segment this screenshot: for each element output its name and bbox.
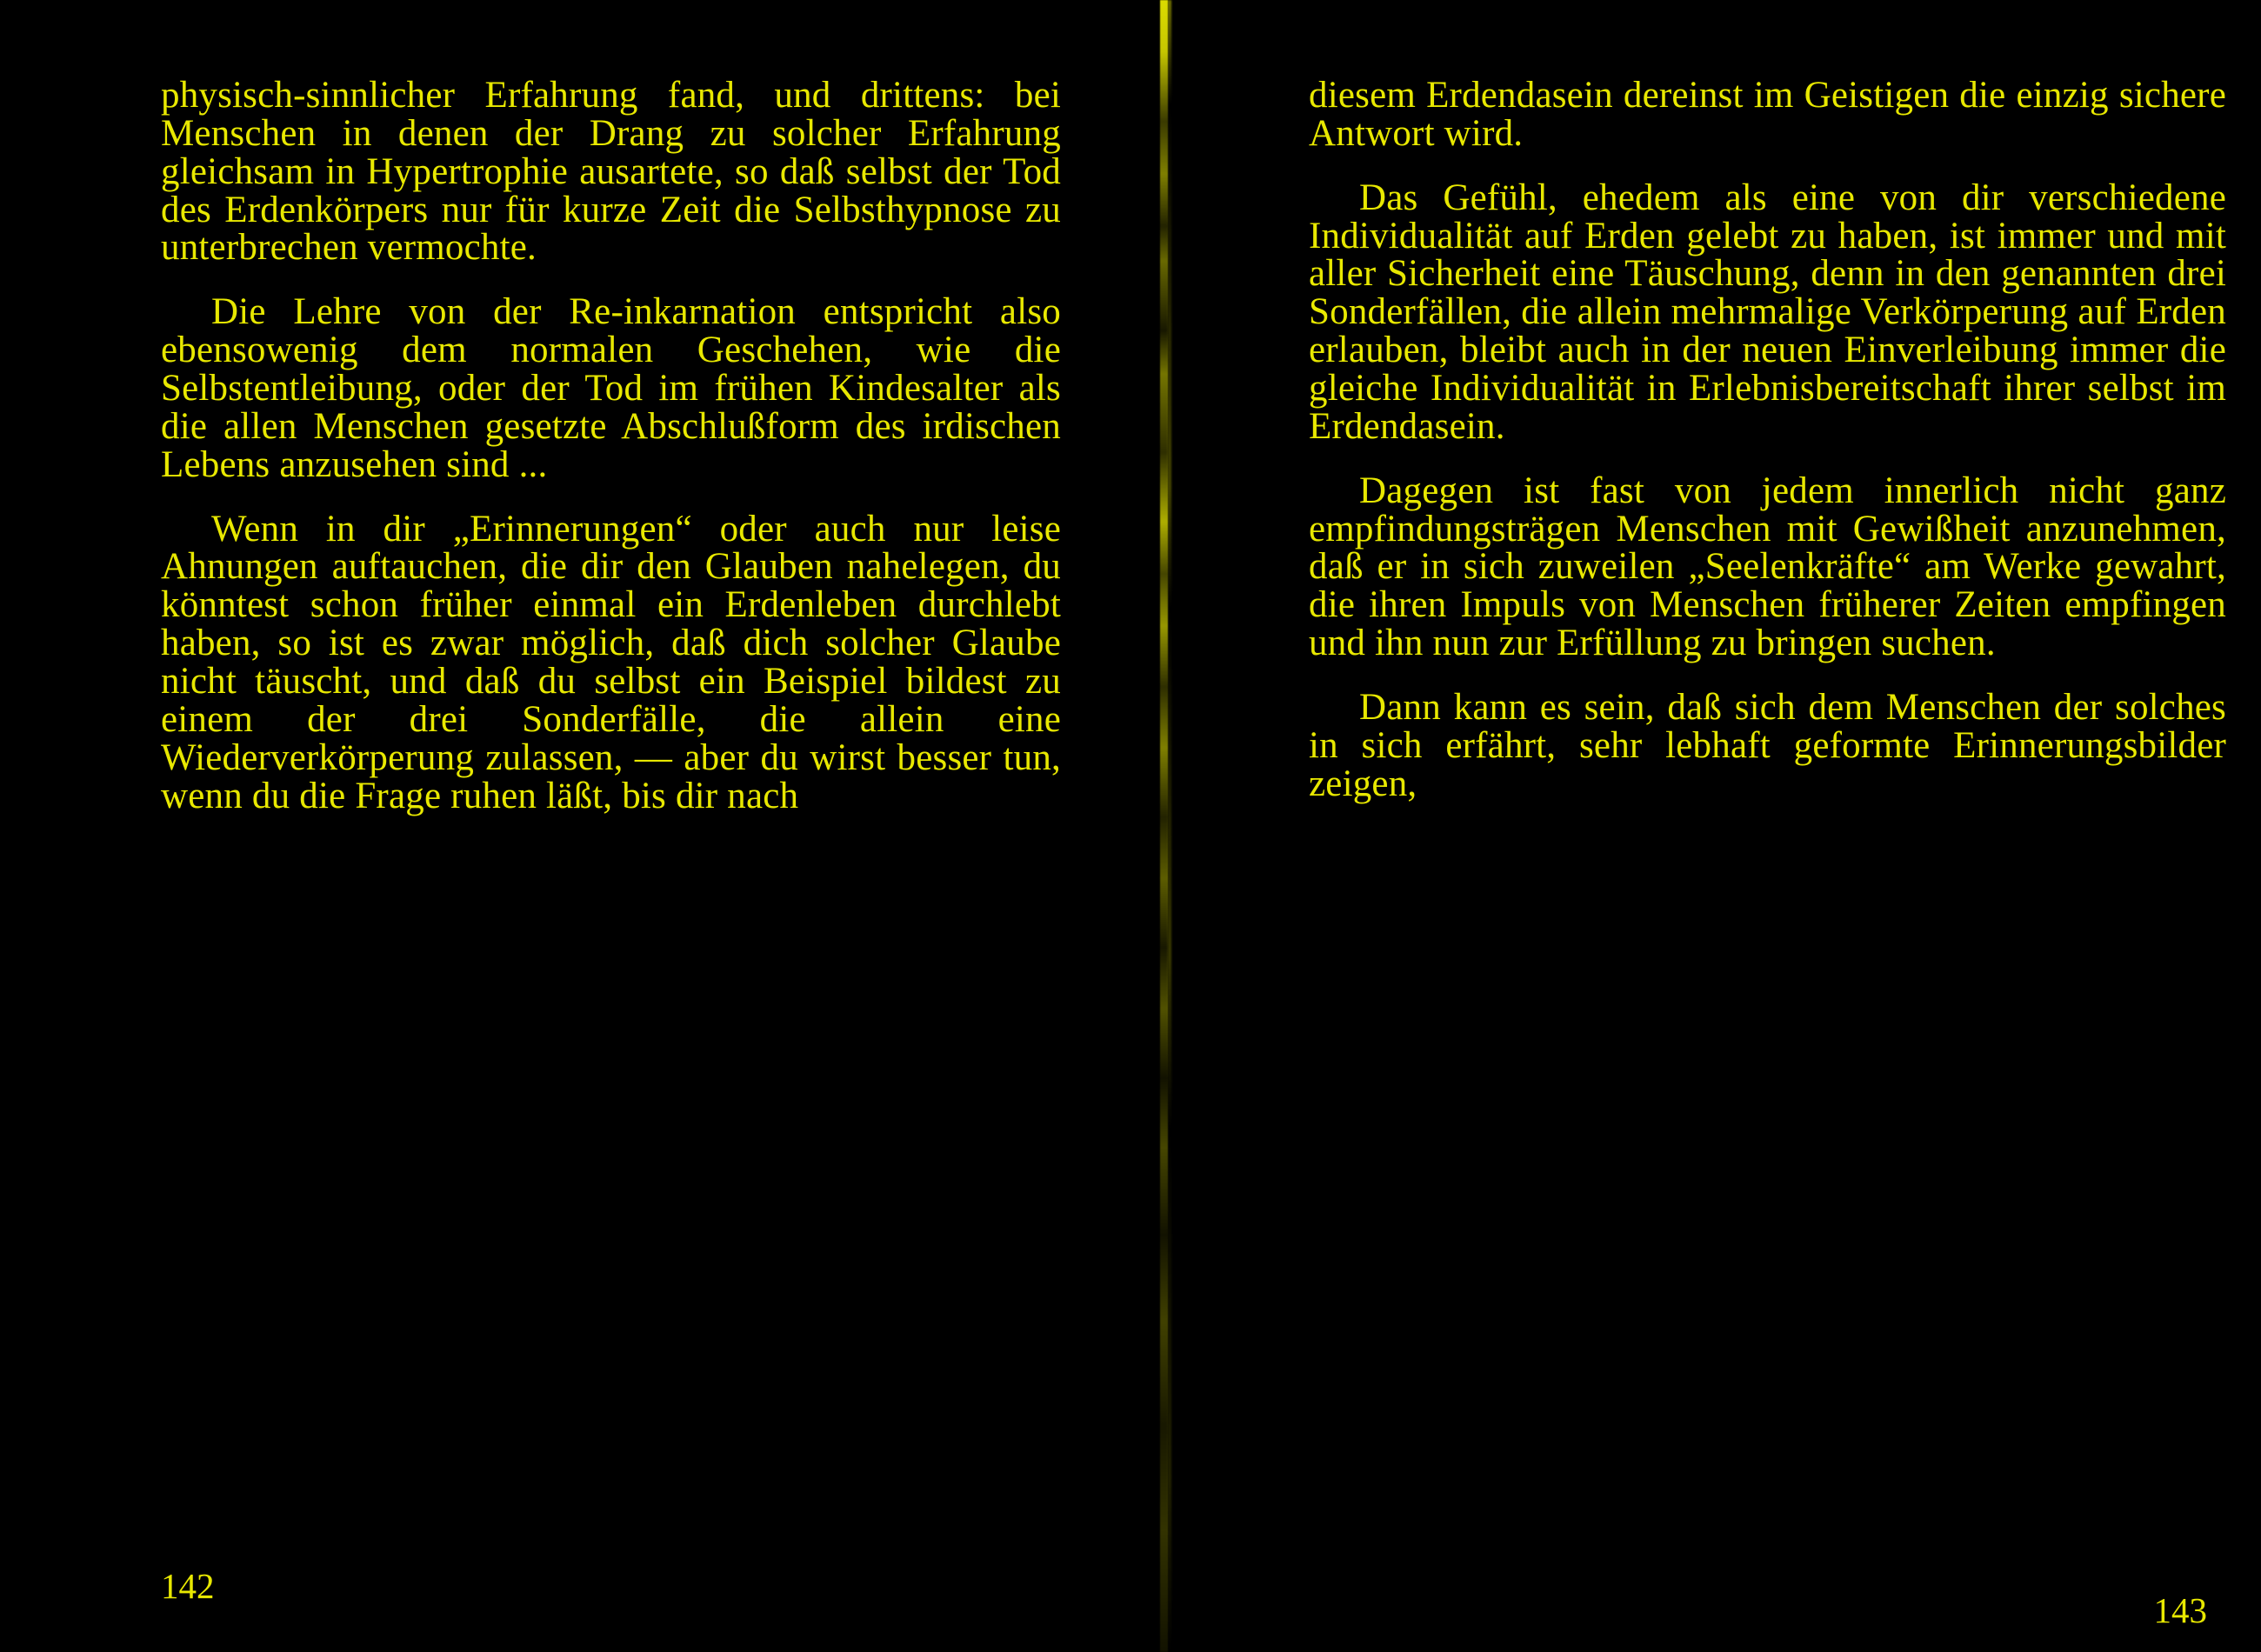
paragraph: Dagegen ist fast von jedem innerlich nicht ganz empfindungsträgen Menschen mit Gewißheit anzunehmen, daß er in sich zuweilen „Seelenkräfte“ am Werke gewahrt, die ihren Impuls von Menschen früherer Zeiten empfingen und ihn nun zur Erfüllung zu bringen suchen.: [1309, 470, 2226, 664]
paragraph: physisch-sinnlicher Erfahrung fand, und drittens: bei Menschen in denen der Drang zu solcher Erfahrung gleichsam in Hypertrophie ausartete, so daß selbst der Tod des Erdenkörpers nur für kurze Zeit die Selbsthypnose zu unterbrechen vermochte.: [161, 75, 1061, 269]
gutter-light-streak-secondary: [1168, 0, 1171, 1652]
paragraph: Dann kann es sein, daß sich dem Menschen der solches in sich erfährt, sehr lebhaft geformte Erinnerungsbilder zeigen,: [1309, 687, 2226, 804]
left-page-text-column: [161, 77, 1061, 815]
right-page: [1165, 0, 2261, 1652]
gutter-light-streak: [1160, 0, 1168, 1652]
paragraph: diesem Erdendasein dereinst im Geistigen die einzig sichere Antwort wird.: [1309, 75, 2226, 154]
page-number-right: 143: [2153, 1590, 2207, 1630]
paragraph: Die Lehre von der Re-inkarnation entspricht also ebensowenig dem normalen Geschehen, wie die Selbstentleibung, oder der Tod im frühen Kindesalter als die allen Menschen gesetzte Abschlußform des irdischen Lebens anzusehen sind ...: [161, 291, 1061, 485]
paragraph: Wenn in dir „Erinnerungen“ oder auch nur leise Ahnungen auftauchen, die dir den Glauben nahelegen, du könntest schon früher einmal ein Erdenleben durchlebt haben, so ist es zwar möglich, daß dich solcher Glaube nicht täuscht, und daß du selbst ein Beispiel bildest zu einem der drei Sonderfälle, die allein eine Wiederverkörperung zulassen, — aber du wirst besser tun, wenn du die Frage ruhen läßt, bis dir nach: [161, 508, 1061, 816]
right-page-text-column: [1309, 77, 2226, 803]
paragraph: Das Gefühl, ehedem als eine von dir verschiedene Individualität auf Erden gelebt zu haben, ist immer und mit aller Sicherheit eine Täuschung, denn in den genannten drei Sonderfällen, die allein mehrmalige Verkörperung auf Erden erlauben, bleibt auch in der neuen Einverleibung immer die gleiche Individualität in Erlebnisbereitschaft ihrer selbst im Erdendasein.: [1309, 177, 2226, 447]
page-number-left: 142: [161, 1566, 215, 1606]
